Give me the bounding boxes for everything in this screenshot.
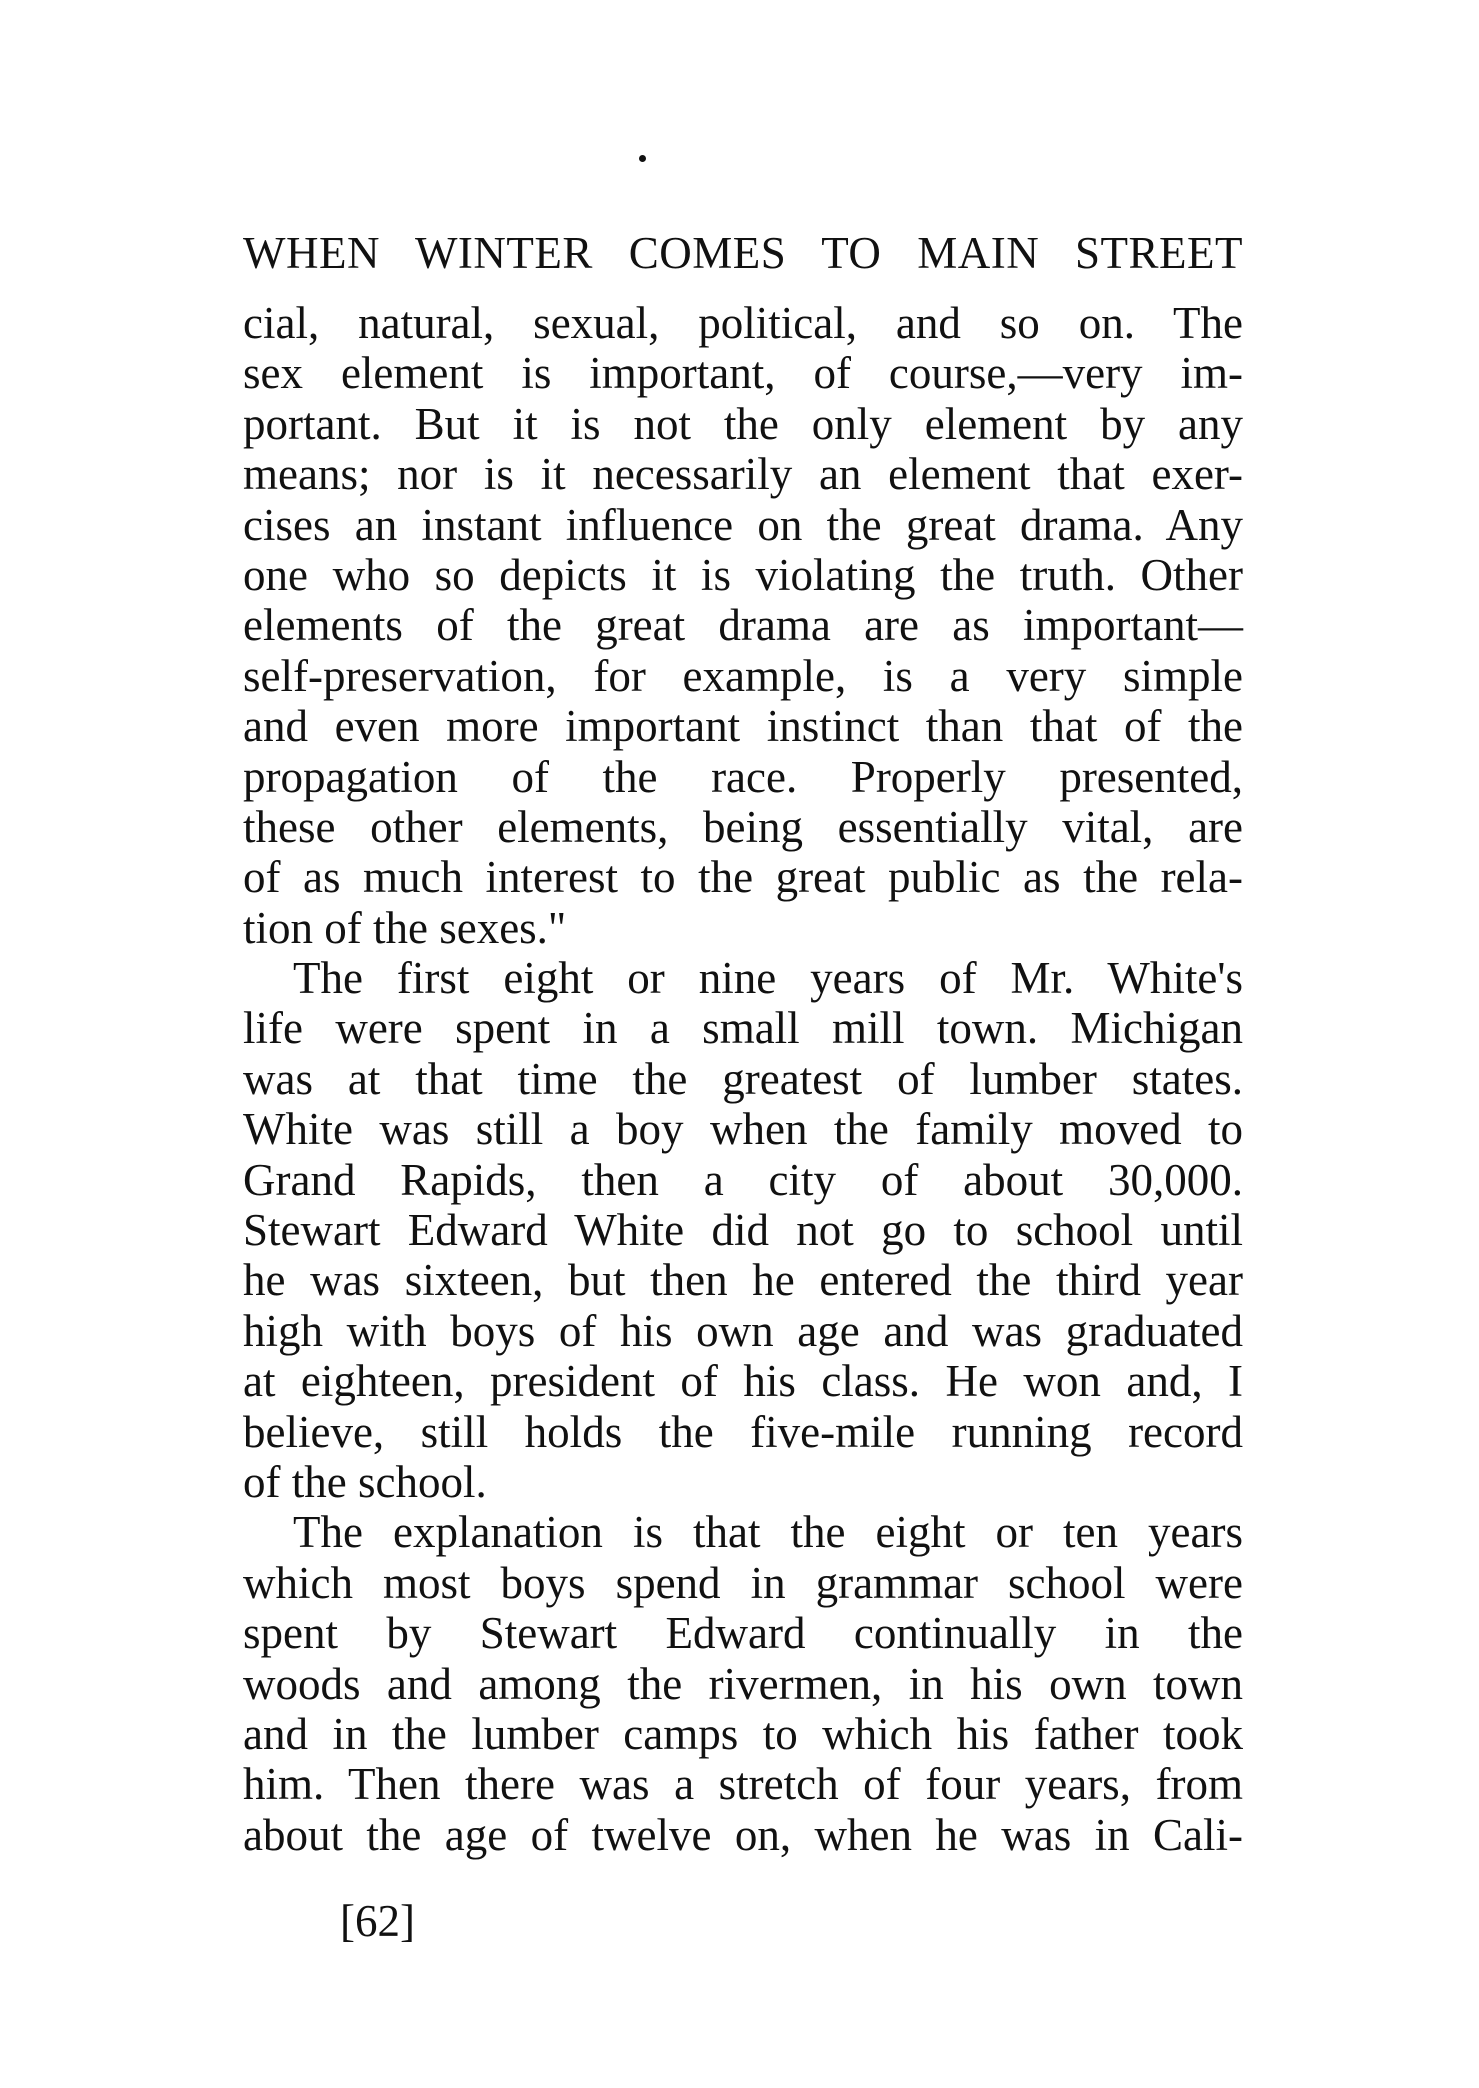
text-line: The explanation is that the eight or ten years	[293, 1507, 1243, 1558]
text-line: means; nor is it necessarily an element that exer-	[243, 449, 1243, 500]
text-line: at eighteen, president of his class. He won and, I	[243, 1356, 1243, 1407]
text-line: one who so depicts it is violating the truth. Other	[243, 549, 1243, 600]
text-line: spent by Stewart Edward continually in the	[243, 1608, 1243, 1659]
text-line: he was sixteen, but then he entered the third year	[243, 1255, 1243, 1306]
text-line: and even more important instinct than that of the	[243, 701, 1243, 752]
text-line: was at that time the greatest of lumber states.	[243, 1053, 1243, 1104]
running-head: WHEN WINTER COMES TO MAIN STREET	[243, 228, 1243, 278]
text-line: and in the lumber camps to which his father took	[243, 1708, 1243, 1759]
text-line: life were spent in a small mill town. Michigan	[243, 1003, 1243, 1054]
text-line: high with boys of his own age and was graduated	[243, 1305, 1243, 1356]
text-line: propagation of the race. Properly presented,	[243, 751, 1243, 802]
text-line: believe, still holds the five-mile running record	[243, 1406, 1243, 1457]
text-line: Stewart Edward White did not go to school until	[243, 1205, 1243, 1256]
text-line: self-preservation, for example, is a very simple	[243, 650, 1243, 701]
text-line: Grand Rapids, then a city of about 30,000.	[243, 1154, 1243, 1205]
text-line: cial, natural, sexual, political, and so on. The	[243, 298, 1243, 348]
text-line: portant. But it is not the only element by any	[243, 398, 1243, 449]
text-line: of the school.	[243, 1456, 487, 1507]
text-line: White was still a boy when the family moved to	[243, 1104, 1243, 1155]
text-line: woods and among the rivermen, in his own town	[243, 1658, 1243, 1709]
text-line: him. Then there was a stretch of four years, from	[243, 1759, 1243, 1810]
text-line: elements of the great drama are as important—	[243, 600, 1243, 651]
text-line: sex element is important, of course,—very im-	[243, 348, 1243, 399]
text-line: these other elements, being essentially vital, are	[243, 801, 1243, 852]
printer-mark	[639, 155, 646, 162]
text-line: tion of the sexes."	[243, 902, 567, 953]
text-line: The first eight or nine years of Mr. White's	[293, 953, 1243, 1004]
text-line: of as much interest to the great public as the rela-	[243, 852, 1243, 903]
page-number: [62]	[340, 1896, 415, 1946]
text-line: about the age of twelve on, when he was in Cali-	[243, 1809, 1243, 1860]
body-text	[243, 298, 1243, 1860]
text-line: cises an instant influence on the great drama. Any	[243, 499, 1243, 550]
text-line: which most boys spend in grammar school were	[243, 1557, 1243, 1608]
